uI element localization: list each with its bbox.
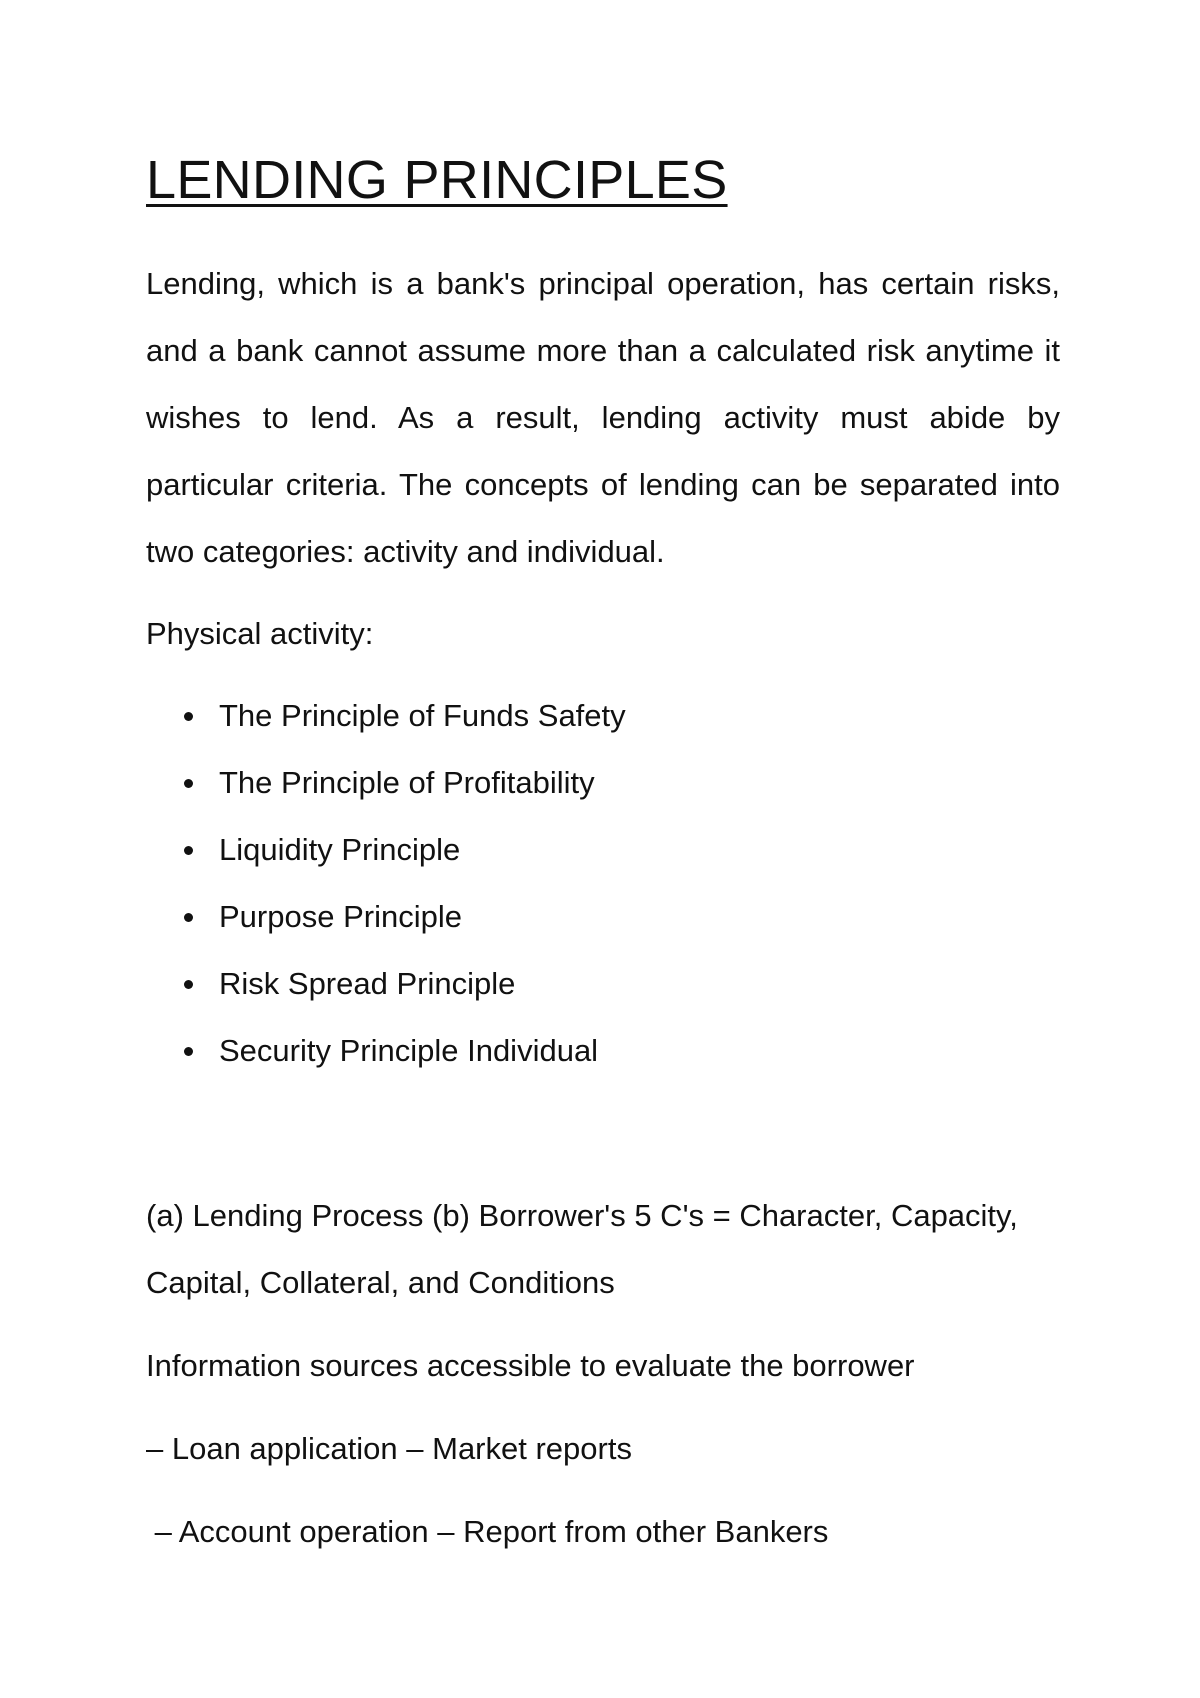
- bullet-icon: [184, 712, 193, 721]
- list-item-label: The Principle of Profitability: [219, 765, 595, 800]
- section-heading: Physical activity:: [146, 616, 374, 651]
- list-item-label: Liquidity Principle: [219, 832, 461, 867]
- list-item-label: Risk Spread Principle: [219, 966, 516, 1001]
- bullet-icon: [184, 779, 193, 788]
- list-item-label: The Principle of Funds Safety: [219, 698, 626, 733]
- list-item-label: Security Principle Individual: [219, 1033, 599, 1068]
- information-sources-heading: Information sources accessible to evaluate the borrower: [146, 1348, 915, 1383]
- intro-paragraph: Lending, which is a bank's principal operation, has certain risks, and a bank cannot assume more than a calculated risk anytime it wishes to lend. As a result, lending activity must abide by particular criteria. The concepts of lending can be separated into two categories: activity and individual.: [146, 266, 1060, 569]
- bullet-icon: [184, 846, 193, 855]
- document-title: LENDING PRINCIPLES: [146, 150, 728, 210]
- list-item-label: Purpose Principle: [219, 899, 462, 934]
- bullet-icon: [184, 913, 193, 922]
- bullet-icon: [184, 1047, 193, 1056]
- source-line-1: – Loan application – Market reports: [146, 1431, 632, 1466]
- bullet-icon: [184, 980, 193, 989]
- source-line-2: – Account operation – Report from other Bankers: [146, 1514, 829, 1549]
- lending-process-paragraph: (a) Lending Process (b) Borrower's 5 C's = Character, Capacity, Capital, Collateral, and Conditions: [146, 1198, 1018, 1300]
